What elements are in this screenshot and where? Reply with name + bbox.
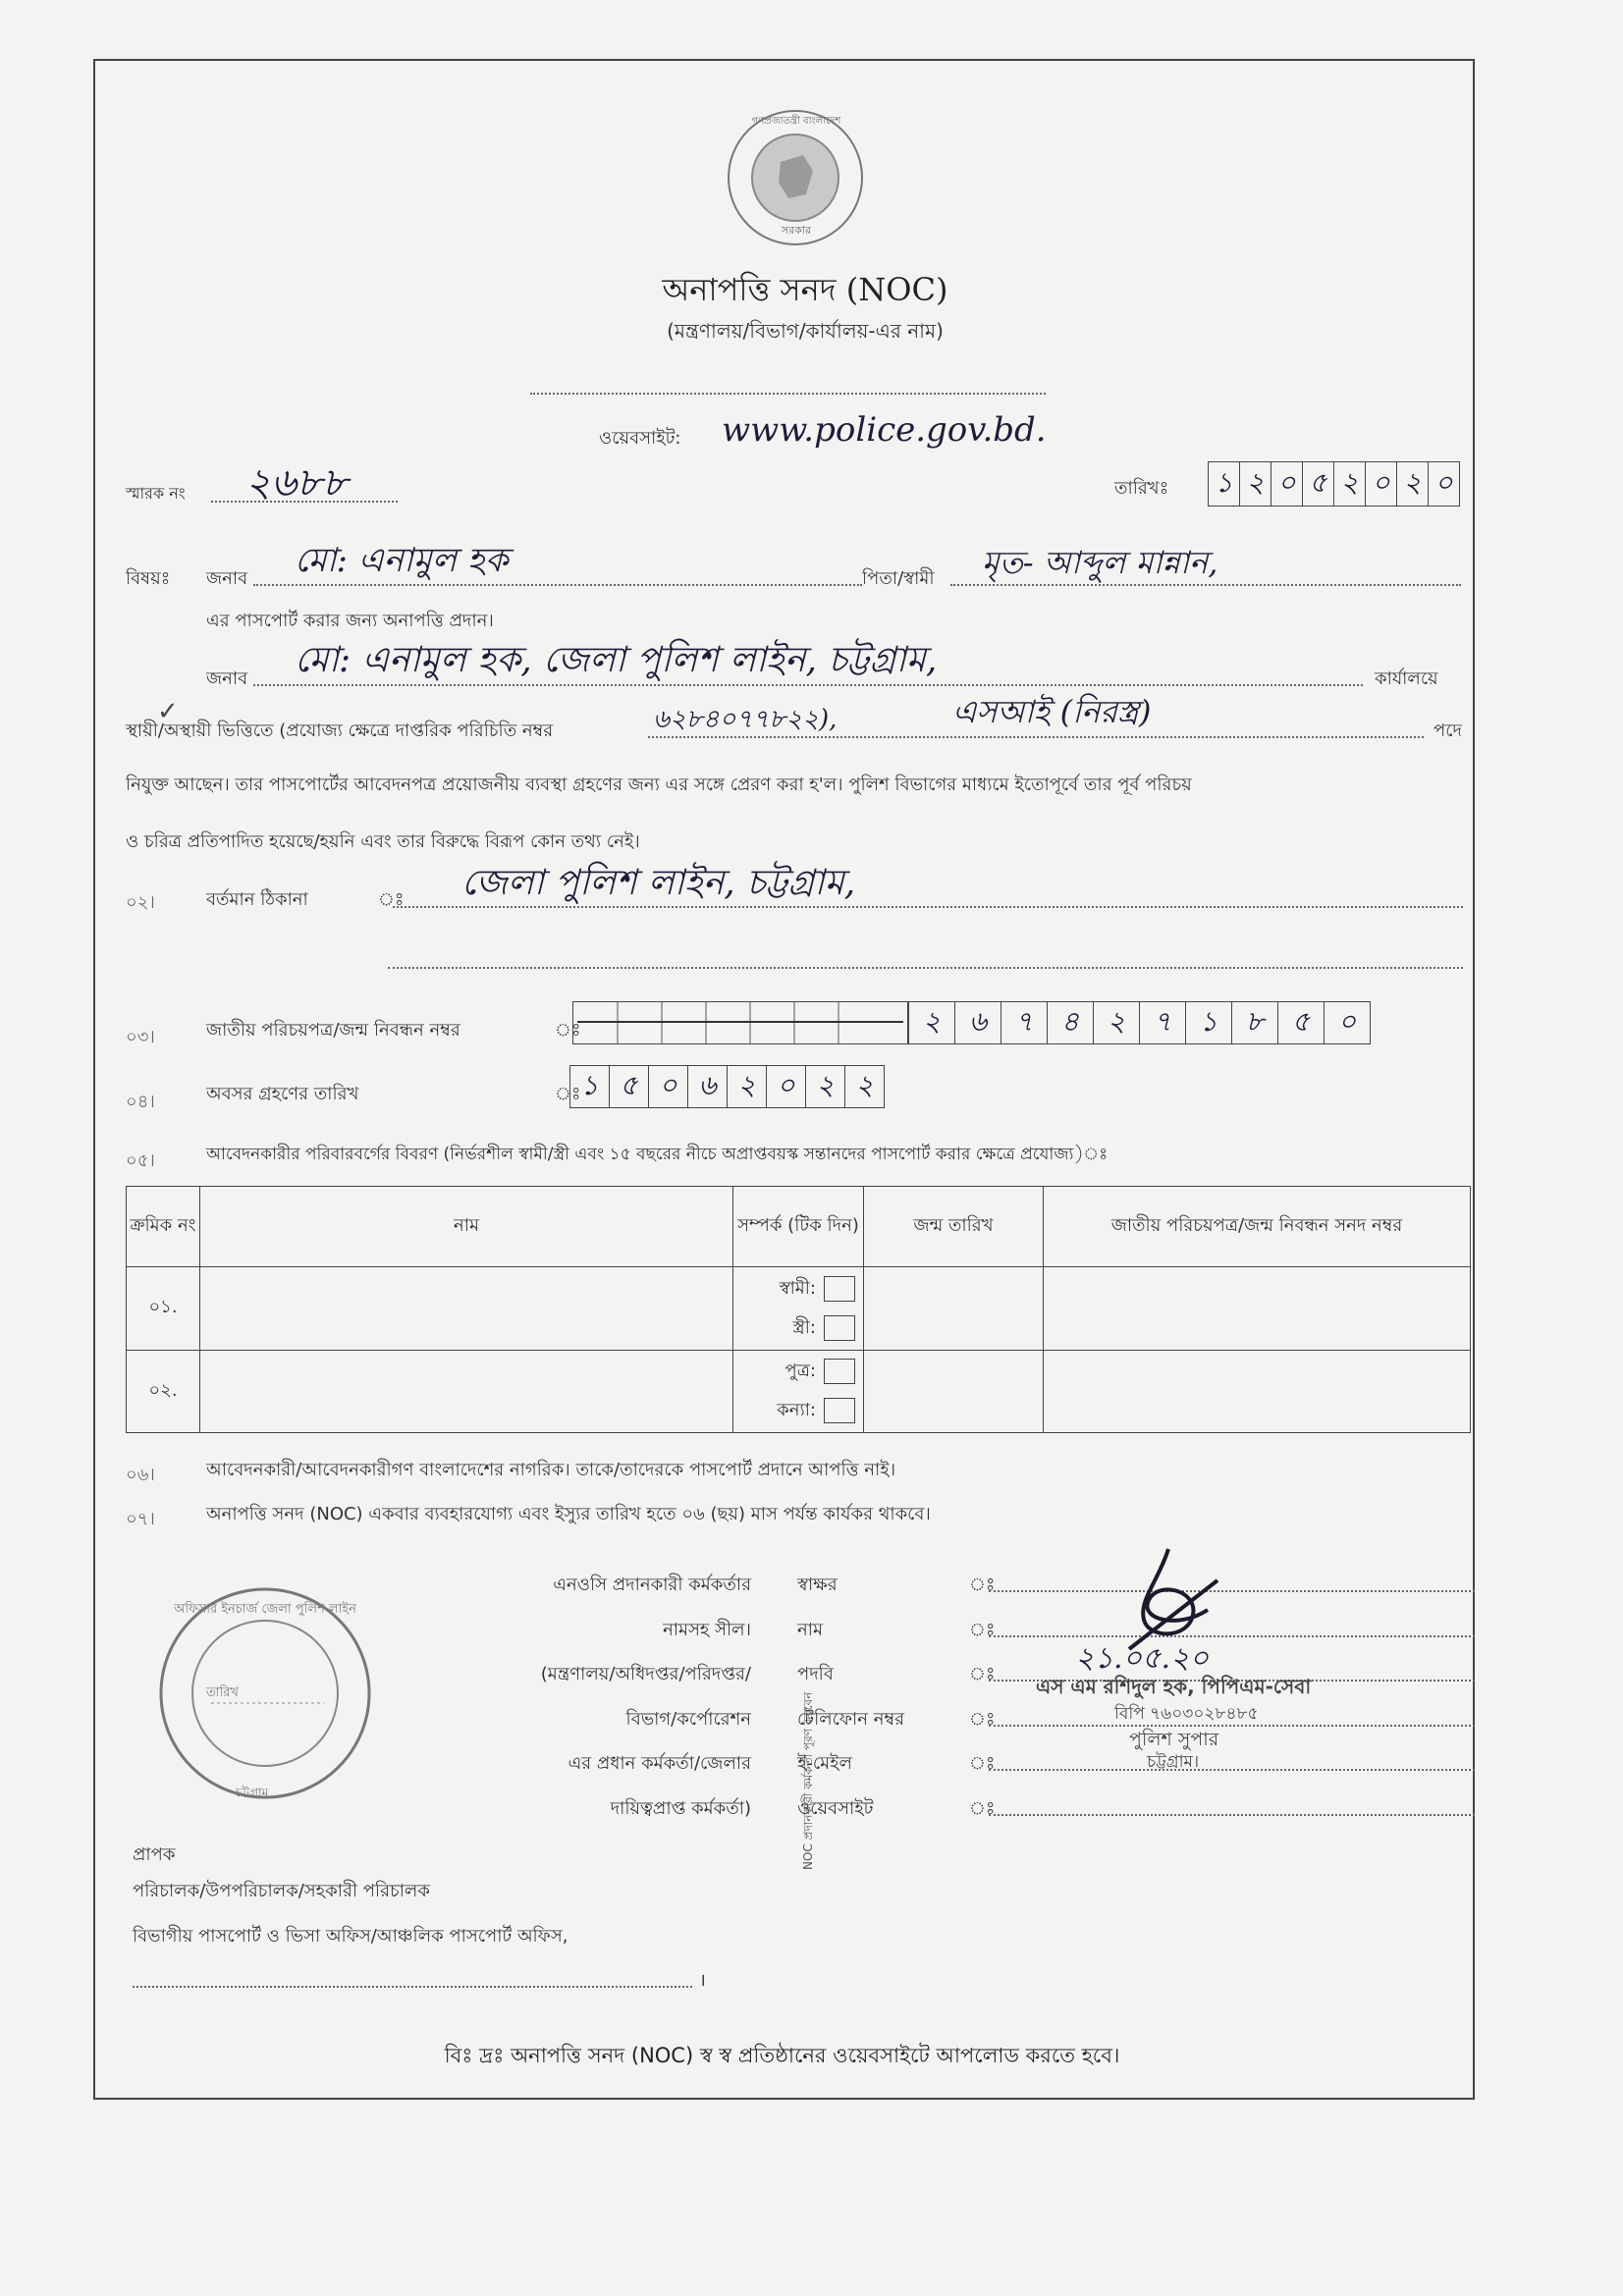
digit-box: ৫ bbox=[1278, 1002, 1325, 1043]
item-02-number: ০২। bbox=[126, 892, 155, 913]
wife-checkbox[interactable] bbox=[824, 1315, 855, 1341]
officer-line: (মন্ত্রণালয়/অধিদপ্তর/পরিদপ্তর/ bbox=[540, 1664, 751, 1684]
digit-box: ২ bbox=[909, 1002, 955, 1043]
nid-strike-lines bbox=[573, 1002, 907, 1043]
subject-line-2: এর পাসপোর্ট করার জন্য অনাপত্তি প্রদান। bbox=[206, 611, 494, 631]
stamp-officer-name: এস এম রশিদুল হক, পিপিএম-সেবা bbox=[1036, 1675, 1312, 1698]
digit-box: ০ bbox=[1366, 462, 1397, 506]
sig-field-label: ওয়েবসাইট bbox=[797, 1797, 874, 1819]
husband-checkbox[interactable] bbox=[824, 1276, 855, 1302]
recipient-line-2: বিভাগীয় পাসপোর্ট ও ভিসা অফিস/আঞ্চলিক পাসপোর্ট অফিস, bbox=[133, 1926, 568, 1947]
son-checkbox[interactable] bbox=[824, 1359, 855, 1384]
col-nid-header: জাতীয় পরিচয়পত্র/জন্ম নিবন্ধন সনদ নম্বর bbox=[1044, 1187, 1471, 1267]
table-row bbox=[127, 1350, 1471, 1433]
round-stamp-date-label: তারিখ bbox=[206, 1685, 239, 1700]
retirement-date-boxes bbox=[569, 1065, 885, 1108]
relation-label-son: পুত্র: bbox=[784, 1361, 816, 1382]
subject-mr-label: জনাব bbox=[206, 568, 248, 589]
subject-label: বিষয়ঃ bbox=[126, 568, 171, 589]
permanent-label: স্থায়ী/অস্থায়ী ভিত্তিতে (প্রযোজ্য ক্ষেত্রে দাপ্তরিক পরিচিতি নম্বর bbox=[126, 721, 554, 741]
body-paragraph-2: ও চরিত্র প্রতিপাদিত হয়েছে/হয়নি এবং তার বিরুদ্ধে বিরূপ কোন তথ্য নেই। bbox=[126, 831, 640, 852]
stamp-place: চট্টগ্রাম। bbox=[1147, 1752, 1200, 1772]
body-mr-label: জনাব bbox=[206, 668, 248, 689]
digit-box: ৭ bbox=[1001, 1002, 1048, 1043]
digit-box: ৫ bbox=[610, 1066, 649, 1107]
digit-box: ৪ bbox=[1048, 1002, 1094, 1043]
stamp-title: পুলিশ সুপার bbox=[1129, 1729, 1219, 1750]
sig-field-row bbox=[797, 1787, 1475, 1832]
digit-box: ২ bbox=[728, 1066, 767, 1107]
digit-box: ০ bbox=[1337, 1004, 1357, 1038]
recipient-line-1: পরিচালক/উপপরিচালক/সহকারী পরিচালক bbox=[133, 1881, 430, 1901]
digit-box: ০ bbox=[1271, 462, 1303, 506]
nid-digit-boxes bbox=[908, 1001, 1371, 1044]
officer-line: দায়িত্বপ্রাপ্ত কর্মকর্তা) bbox=[610, 1797, 751, 1819]
date-label: তারিখঃ bbox=[1114, 478, 1169, 499]
office-label: কার্যালয়ে bbox=[1375, 668, 1438, 689]
item-06-number: ০৬। bbox=[126, 1465, 155, 1485]
relation-option bbox=[734, 1352, 855, 1391]
body-paragraph-1: নিযুক্ত আছেন। তার পাসপোর্টের আবেদনপত্র প্রয়োজনীয় ব্যবস্থা গ্রহণের জন্য এর সঙ্গে প্রেরণ করা হ'ল। পুলিশ বিভাগের মাধ্যমে ইতোপূর্বে তার পূর্ব পরিচয় bbox=[126, 774, 1192, 795]
memo-number: ২৬৮৮ bbox=[245, 460, 348, 506]
digit-box: ০ bbox=[649, 1066, 688, 1107]
relation-option bbox=[734, 1391, 855, 1430]
officer-line: এনওসি প্রদানকারী কর্মকর্তার bbox=[553, 1575, 751, 1595]
row-name-cell bbox=[200, 1350, 733, 1433]
officer-line: নামসহ সীল। bbox=[663, 1619, 751, 1640]
post-label: পদে bbox=[1434, 721, 1462, 741]
nid-struck-boxes bbox=[572, 1001, 908, 1044]
item-07-number: ০৭। bbox=[126, 1509, 155, 1529]
officer-line: বিভাগ/কর্পোরেশন bbox=[625, 1708, 751, 1730]
sig-field-label: নাম bbox=[797, 1619, 823, 1640]
seal-arc-bottom-text: সরকার bbox=[781, 224, 812, 237]
sig-field-colon: ঃ bbox=[969, 1664, 996, 1684]
item-02-label: বর্তমান ঠিকানা bbox=[206, 889, 308, 910]
daughter-checkbox[interactable] bbox=[824, 1398, 855, 1423]
item-02-colon: ঃ bbox=[378, 889, 405, 910]
document-title: অনাপত্তি সনদ (NOC) bbox=[662, 271, 948, 308]
address-line-2 bbox=[388, 962, 1463, 969]
post-line bbox=[648, 731, 1424, 738]
row-serial: ০১. bbox=[127, 1267, 200, 1351]
recipient-office-line bbox=[133, 1981, 692, 1988]
digit-box: ২ bbox=[806, 1066, 845, 1107]
digit-box: ১ bbox=[570, 1066, 610, 1107]
father-label: পিতা/স্বামী bbox=[862, 568, 935, 589]
digit-box: ৬ bbox=[955, 1002, 1001, 1043]
sig-field-line bbox=[989, 1741, 1475, 1771]
relation-cell bbox=[733, 1350, 864, 1433]
office-line bbox=[253, 679, 1363, 686]
sig-field-line bbox=[989, 1787, 1475, 1816]
digit-box: ২ bbox=[855, 1068, 874, 1101]
item-04-colon: ঃ bbox=[555, 1084, 581, 1104]
present-address-value: জেলা পুলিশ লাইন, চট্টগ্রাম, bbox=[461, 863, 856, 903]
digit-box: ৭ bbox=[1140, 1002, 1186, 1043]
digit-box: ১ bbox=[1209, 462, 1240, 506]
check-mark-icon: ✓ bbox=[157, 697, 179, 726]
digit-box: ১ bbox=[1186, 1002, 1232, 1043]
office-value: মো: এনামুল হক, জেলা পুলিশ লাইন, চট্টগ্রাম, bbox=[295, 640, 938, 680]
table-row bbox=[127, 1267, 1471, 1351]
row-nid-cell bbox=[1044, 1267, 1471, 1351]
digit-box: ০ bbox=[1434, 465, 1453, 499]
seal-arc-top-text: গণপ্রজাতন্ত্রী বাংলাদেশ bbox=[751, 116, 841, 127]
item-06-label: আবেদনকারী/আবেদনকারীগণ বাংলাদেশের নাগরিক। তাকে/তাদেরকে পাসপোর্ট প্রদানে আপত্তি নাই। bbox=[206, 1460, 896, 1480]
footer-note: বিঃ দ্রঃ অনাপত্তি সনদ (NOC) স্ব স্ব প্রতিষ্ঠানের ওয়েবসাইটে আপলোড করতে হবে। bbox=[444, 2044, 1120, 2067]
round-stamp-place: চট্টগ্রাম bbox=[236, 1786, 269, 1799]
relation-label-wife: স্ত্রী: bbox=[792, 1316, 816, 1338]
sig-field-colon: ঃ bbox=[969, 1575, 996, 1595]
applicant-name-line bbox=[253, 579, 862, 586]
sig-field-colon: ঃ bbox=[969, 1708, 996, 1730]
digit-box: ২ bbox=[1397, 462, 1429, 506]
applicant-name: মো: এনামুল হক bbox=[295, 541, 509, 580]
official-id-value: ৬২৮৪০৭৭৮২২), bbox=[653, 705, 838, 734]
item-03-number: ০৩। bbox=[126, 1027, 155, 1047]
signature-date: ২১.০৫.২০ bbox=[1075, 1641, 1210, 1676]
item-03-colon: ঃ bbox=[555, 1020, 581, 1041]
father-name-line bbox=[950, 579, 1461, 586]
relation-option bbox=[734, 1308, 855, 1348]
col-dob-header: জন্ম তারিখ bbox=[864, 1187, 1044, 1267]
father-name: মৃত- আব্দুল মান্নান, bbox=[982, 544, 1218, 581]
sig-field-label: স্বাক্ষর bbox=[797, 1575, 838, 1595]
officer-description bbox=[412, 1563, 751, 1831]
memo-label: স্মারক নং bbox=[126, 484, 186, 503]
relation-option bbox=[734, 1269, 855, 1308]
vertical-note: NOC প্রদানকারী কর্মকর্তা পূরণ করবেন bbox=[801, 1691, 815, 1870]
sig-field-colon: ঃ bbox=[969, 1619, 996, 1640]
website-value: www.police.gov.bd. bbox=[722, 410, 1047, 450]
digit-box: ২ bbox=[1334, 462, 1366, 506]
row-dob-cell bbox=[864, 1267, 1044, 1351]
digit-box: ৫ bbox=[1303, 462, 1334, 506]
sig-field-label: টেলিফোন নম্বর bbox=[797, 1708, 904, 1730]
address-line-1 bbox=[393, 901, 1463, 908]
relation-cell bbox=[733, 1267, 864, 1351]
digit-box: ২ bbox=[1094, 1002, 1140, 1043]
ministry-name-line bbox=[530, 383, 1046, 395]
sig-field-colon: ঃ bbox=[969, 1797, 996, 1819]
row-name-cell bbox=[200, 1267, 733, 1351]
stamp-bp-number: বিপি ৭৬০৩০২৮৪৮৫ bbox=[1114, 1704, 1259, 1724]
digit-box: ৮ bbox=[1232, 1002, 1278, 1043]
date-digit-boxes bbox=[1208, 461, 1460, 507]
recipient-end-mark: । bbox=[699, 1970, 706, 1991]
digit-box: ০ bbox=[767, 1066, 806, 1107]
item-03-label: জাতীয় পরিচয়পত্র/জন্ম নিবন্ধন নম্বর bbox=[206, 1020, 460, 1041]
relation-label-husband: স্বামী: bbox=[779, 1277, 816, 1299]
document-subtitle: (মন্ত্রণালয়/বিভাগ/কার্যালয়-এর নাম) bbox=[667, 319, 944, 343]
item-05-number: ০৫। bbox=[126, 1150, 155, 1171]
row-nid-cell bbox=[1044, 1350, 1471, 1433]
item-07-label: অনাপত্তি সনদ (NOC) একবার ব্যবহারযোগ্য এবং ইস্যুর তারিখ হতে ০৬ (ছয়) মাস পর্যন্ত কার্যকর থাকবে। bbox=[206, 1504, 931, 1524]
digit-box: ২ bbox=[1240, 462, 1271, 506]
website-label: ওয়েবসাইট: bbox=[599, 428, 681, 449]
item-05-label: আবেদনকারীর পরিবারবর্গের বিবরণ (নির্ভরশীল স্বামী/স্ত্রী এবং ১৫ বছরের নীচে অপ্রাপ্তবয়স্ক সন্তানদের পাসপোর্ট করার ক্ষেত্রে প্রযোজ্য)ঃ bbox=[206, 1145, 1109, 1164]
item-04-label: অবসর গ্রহণের তারিখ bbox=[206, 1084, 359, 1104]
round-stamp-text: অফিসার ইনচার্জ জেলা পুলিশ লাইন bbox=[174, 1602, 356, 1617]
relation-label-daughter: কন্যা: bbox=[777, 1400, 816, 1421]
col-relation-header: সম্পর্ক (টিক দিন) bbox=[733, 1187, 864, 1267]
officer-line: এর প্রধান কর্মকর্তা/জেলার bbox=[568, 1753, 751, 1774]
digit-box: ৬ bbox=[688, 1066, 728, 1107]
post-value: এসআই (নিরস্ত্র) bbox=[952, 693, 1152, 730]
item-04-number: ০৪। bbox=[126, 1092, 155, 1112]
sig-field-label: পদবি bbox=[797, 1664, 834, 1684]
family-table bbox=[126, 1186, 1471, 1433]
row-serial: ০২. bbox=[127, 1350, 200, 1433]
col-name-header: নাম bbox=[200, 1187, 733, 1267]
sig-field-colon: ঃ bbox=[969, 1753, 996, 1774]
row-dob-cell bbox=[864, 1350, 1044, 1433]
sig-field-label: ই-মেইল bbox=[797, 1753, 852, 1774]
memo-line bbox=[211, 496, 398, 503]
col-serial-header: ক্রমিক নং bbox=[127, 1187, 200, 1267]
recipient-label: প্রাপক bbox=[133, 1844, 176, 1865]
